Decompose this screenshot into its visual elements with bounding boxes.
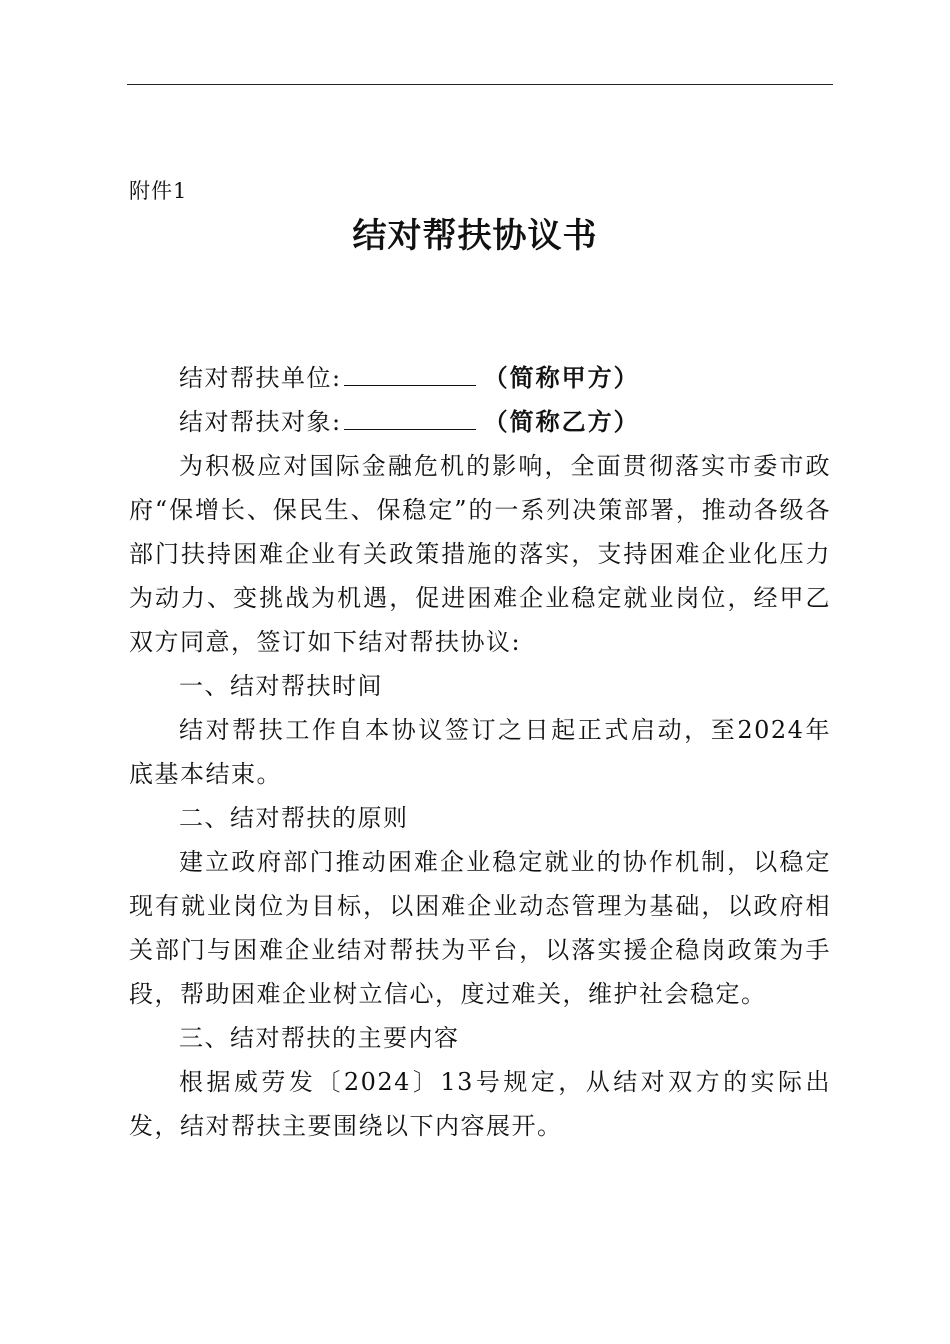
attachment-label: 附件1 (129, 179, 188, 203)
section-heading: 一、结对帮扶时间 (179, 672, 383, 700)
party-a-blank (344, 357, 476, 386)
party-b-line (129, 400, 831, 444)
party-b-abbreviation: （简称乙方） (483, 407, 640, 436)
section-paragraph: 结对帮扶工作自本协议签订之日起正式启动，至2024年底基本结束。 (129, 716, 831, 788)
section-heading: 二、结对帮扶的原则 (179, 804, 409, 832)
intro-paragraph: 为积极应对国际金融危机的影响，全面贯彻落实市委市政府“保增长、保民生、保稳定”的一系列决策部署，推动各级各部门扶持困难企业有关政策措施的落实，支持困难企业化压力为动力、变挑战为机遇，促进困难企业稳定就业岗位，经甲乙双方同意，签订如下结对帮扶协议: (129, 452, 831, 656)
header-rule (127, 84, 833, 85)
document-body (129, 356, 831, 1148)
section-heading: 三、结对帮扶的主要内容 (179, 1024, 460, 1052)
section-paragraph: 建立政府部门推动困难企业稳定就业的协作机制，以稳定现有就业岗位为目标，以困难企业动态管理为基础，以政府相关部门与困难企业结对帮扶为平台，以落实援企稳岗政策为手段，帮助困难企业树立信心，度过难关，维护社会稳定。 (129, 848, 831, 1008)
party-b-label: 结对帮扶对象: (179, 408, 342, 436)
party-a-label: 结对帮扶单位: (179, 364, 342, 392)
document-title: 结对帮扶协议书 (352, 216, 598, 256)
party-a-abbreviation: （简称甲方） (483, 363, 640, 392)
section-paragraph: 根据威劳发〔2024〕13号规定，从结对双方的实际出发，结对帮扶主要围绕以下内容展开。 (129, 1068, 831, 1140)
party-b-blank (344, 401, 476, 430)
party-a-line (129, 356, 831, 400)
